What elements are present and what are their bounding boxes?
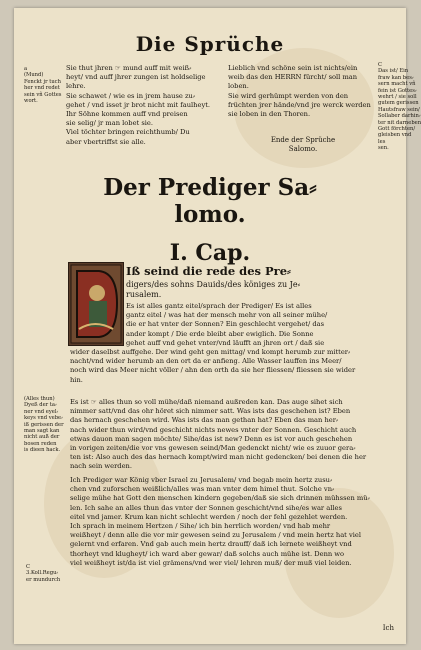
paragraph-1-full-width: wider daselbst auffgehe. Der wind geht gen mittag/ vnd kompt herumb zur mitter⸗ nacht/vnd wider herumb an den ort da er anfieng. Alle Wasser lauffen ins Meer/ noch wird das Meer nicht völler / ahn den orth da sie her fliessen/ fliessen sie wider hin. [70,348,356,384]
initial-woodcut-icon [69,263,123,345]
proverbs-column-left: Sie thut jhren ☞ mund auff mit weiß⸗ heyt/ vnd auff jhrer zungen ist holdselige lehre. Sie schawet / wie es in jrem hause zu⸗ gehet / vnd isset jr brot nicht mit faulheyt. Ihr Söhne kommen auff vnd preisen sie selig/ jr man lobet sie. Viel töchter bringen reichthumb/ Du aber vbertriffst sie alle. [66,64,211,146]
illuminated-initial [68,262,124,346]
paragraph-1-indented: Es ist alles gantz eitel/sprach der Prediger/ Es ist alles gantz eitel / was hat der mensch mehr von all seiner mühe/ die er hat vnter der Sonnen? Ein geschlecht vergehet/ das ander kompt / Die erde bleibt aber ewiglich. Die Sonne gehet auff vnd gehet vnter/vnd läufft an jhren ort / daß sie [126,302,328,347]
margin-note-alles-thun: (Alles thun) Dyeß der ta⸗ ner vnd eyel⸗ keys vnd vebe⸗ iß gerissen der man sagt kan nicht auß der bosen reden is dieen hack. [24,396,64,454]
catchword: Ich [382,624,394,632]
margin-note-left-1: a (Mund) Fenckt jr tuch her vnd redet sein vñ Gottes wort. [24,66,62,105]
paragraph-3: Ich Prediger war König vber Israel zu Jerusalem/ vnd begab mein hertz zusu⸗ chen vnd zuforschen weißlich/alles was man vnter dem himel thut. Solche vn⸗ selige mühe hat Gott den menschen kindern gegeben/daß sie sich drinnen mühssen mü⸗ len. Ich sahe an alles thun das vnter der Sonnen geschicht/vnd sihe/es war alles eitel vnd jamer. Krum kan nicht schlecht werden / noch der fehl gezehlet werden. Ich sprach in meinem Hertzen / Sihe/ ich bin herrlich worden/ vnd hab mehr weißheyt / denn alle die vor mir gewesen seind zu Jerusalem / vnd mein hertz hat viel gelernt vnd erfaren. Vnd gab auch mein hertz drauff/ daß ich lernete weißheyt vnd thorheyt vnd klugheyt/ ich ward aber gewar/ daß solchs auch mühe ist. Denn wo viel weißheyt ist/da ist viel grämens/vnd wer viel/ lehren muß/ der muß viel leiden. [70,476,370,567]
verse-1-heading-line: Iß seind die rede des Pre⸗ [126,264,291,278]
chapter-heading: I. Cap. [169,240,251,266]
verse-1-line-2: digers/des sohns Dauids/des königes zu Je⸗ [126,280,301,289]
paragraph-2: Es ist ☞ alles thun so voll mühe/daß niemand außreden kan. Das auge sihet sich nimmer satt/vnd das ohr höret sich nimmer satt. Was ists das geschehen ist? Eben das hernach geschehen wird. Was ists das man gethan hat? Eben das man her⸗ nach wider thun wird/vnd geschicht nichts newes vnter der Sonnen. Geschicht auch etwas dauon man sagen möchte/ Sihe/das ist new? Denn es ist vor auch geschehen in vorigen zeiten/die vor vns gewesen seind/Man gedenckt nicht/ wie es zuuor gera⸗ ten ist: Also auch des das hernach kompt/wird man nicht gedencken/ bei denen die her nach sein werden. [70,398,367,471]
running-title: Die Sprüche [135,32,285,56]
book-title: Der Prediger Sa⸗ lomo. [103,174,317,228]
margin-note-right-1: C Das ist/ Ein fraw kan bes⸗ sern macht vñ fein ist Gottes⸗ wehrt / sie soll gutem gerissen Hautsfraw sein/ Sollaber darhin⸗ ter nit darneben Gott förchten/ gleisben vnd les sen. [378,62,421,152]
margin-note-lower: C 3.Koll.Regu⸗ er mundurch [26,564,61,583]
end-of-proverbs-note: Ende der Sprüche Salomo. [270,136,336,153]
proverbs-column-right: Lieblich vnd schöne sein ist nichts/ein weib das den HERRN fürcht/ soll man loben. Sie wird gerhümpt werden von den früchten jrer hände/vnd jre werck werden sie loben in den Thoren. [228,64,371,119]
verse-1-line-3: rusalem. [126,290,162,299]
book-page [14,8,421,644]
